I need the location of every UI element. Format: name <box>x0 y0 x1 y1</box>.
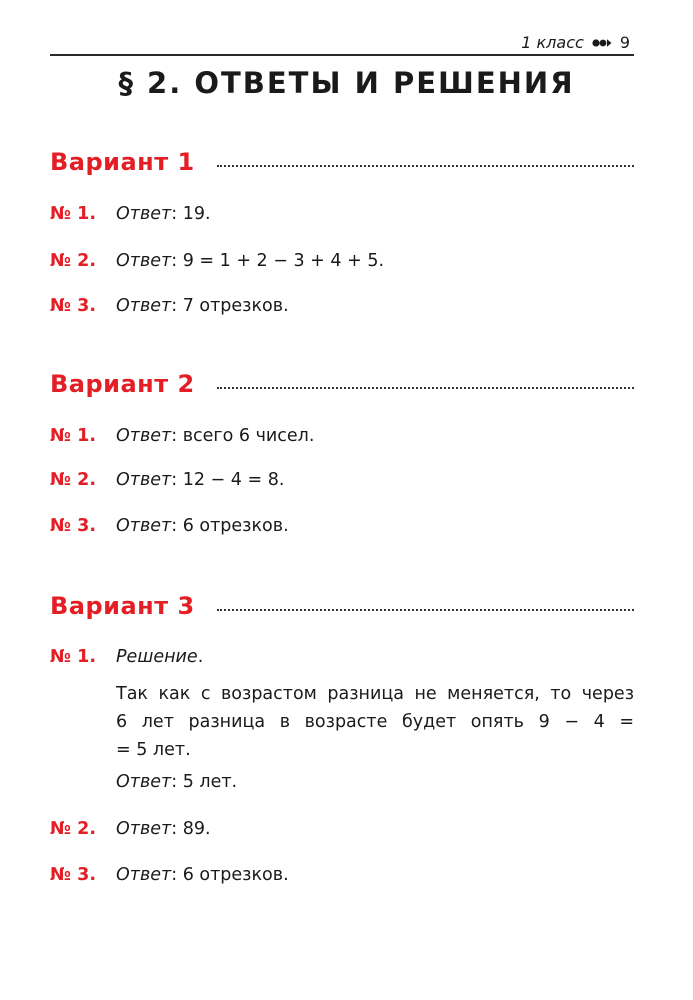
task-text: : всего 6 чисел. <box>171 426 315 446</box>
variant-3-heading <box>50 592 634 620</box>
page-number: 9 <box>619 33 630 52</box>
variant-1-heading <box>50 148 634 176</box>
task-number: № 2. <box>50 819 96 839</box>
task-label: Ответ <box>116 251 172 271</box>
page-title: § 2. ОТВЕТЫ И РЕШЕНИЯ <box>118 66 575 100</box>
three-dots-arrow-icon <box>592 37 612 49</box>
task-number: № 3. <box>50 516 96 536</box>
variant-2-task-2 <box>50 470 284 490</box>
task-text: : 7 отрезков. <box>171 296 289 316</box>
variant-2-task-1 <box>50 426 314 446</box>
grade-label: 1 класс <box>521 33 584 52</box>
task-text: : 19. <box>171 204 211 224</box>
variant-3-task-1 <box>50 647 203 667</box>
task-label: Ответ <box>116 470 172 490</box>
variant-label: Вариант 2 <box>50 370 195 398</box>
task-number: № 1. <box>50 647 96 667</box>
task-text: . <box>197 647 204 667</box>
solution-answer <box>116 772 237 792</box>
variant-1-task-1 <box>50 204 211 224</box>
solution-paragraph <box>116 680 634 764</box>
task-label: Ответ <box>116 296 172 316</box>
solution-line: = 5 лет. <box>116 740 191 760</box>
variant-1-task-2 <box>50 251 384 271</box>
variant-1-task-3 <box>50 296 289 316</box>
task-text: : 6 отрезков. <box>171 516 289 536</box>
task-text: : 9 = 1 + 2 − 3 + 4 + 5. <box>171 251 385 271</box>
solution-line: 6 лет разница в возрасте будет опять 9 − 4 = <box>116 712 634 732</box>
header-rule <box>50 54 634 56</box>
variant-label: Вариант 3 <box>50 592 195 620</box>
task-label: Решение <box>116 647 198 667</box>
variant-3-task-3 <box>50 865 289 885</box>
task-text: : 6 отрезков. <box>171 865 289 885</box>
variant-3-task-2 <box>50 819 211 839</box>
variant-label: Вариант 1 <box>50 148 195 176</box>
task-number: № 1. <box>50 426 96 446</box>
task-number: № 3. <box>50 865 96 885</box>
dotted-leader <box>217 609 634 611</box>
task-label: Ответ <box>116 819 172 839</box>
task-text: : 89. <box>171 819 211 839</box>
running-head <box>521 33 630 52</box>
answer-text: : 5 лет. <box>171 772 238 792</box>
dotted-leader <box>217 387 634 389</box>
task-label: Ответ <box>116 204 172 224</box>
solution-line: Так как с возрастом разница не меняется, то через <box>116 684 634 704</box>
task-number: № 2. <box>50 251 96 271</box>
task-number: № 1. <box>50 204 96 224</box>
task-number: № 3. <box>50 296 96 316</box>
dotted-leader <box>217 165 634 167</box>
task-text: : 12 − 4 = 8. <box>171 470 285 490</box>
task-label: Ответ <box>116 426 172 446</box>
task-label: Ответ <box>116 865 172 885</box>
task-number: № 2. <box>50 470 96 490</box>
answer-label: Ответ <box>116 772 172 792</box>
variant-2-task-3 <box>50 516 289 536</box>
variant-2-heading <box>50 370 634 398</box>
task-label: Ответ <box>116 516 172 536</box>
